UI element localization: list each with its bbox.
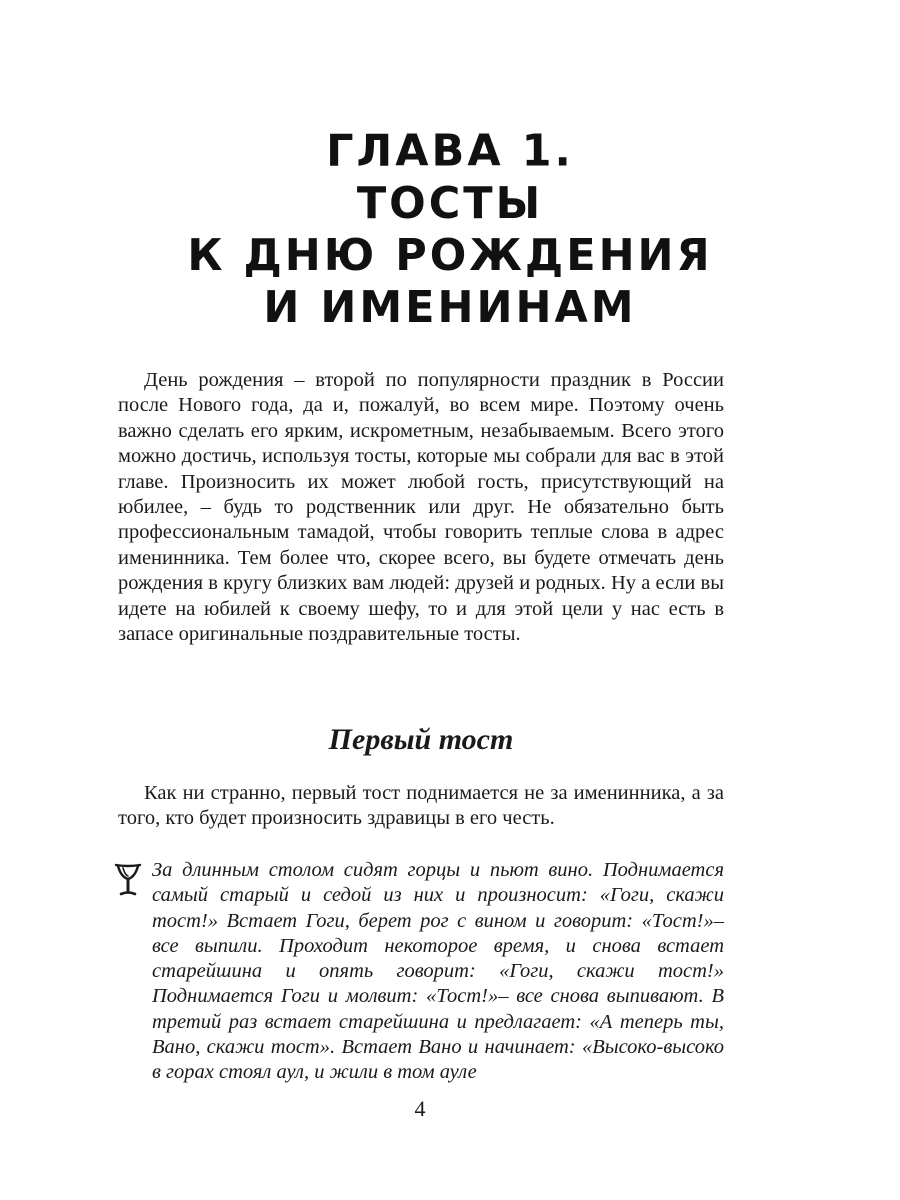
page-number: 4 [414,1096,426,1121]
chapter-title-line-4: И ИМЕНИНАМ [263,282,637,334]
toast-story-text: За длинным столом сидят горцы и пьют вино. Поднимается самый старый и седой из них и произносит: «Гоги, скажи тост!» Встает Гоги, берет рог с вином и говорит: «Тост!»– все выпили. Проходит некоторое время, и снова встает старейшина и опять говорит: «Гоги, скажи тост!» Поднимается Гоги и молвит: «Тост!»– все снова выпивают. В третий раз встает старейшина и предлагает: «А теперь ты, Вано, скажи тост». Встает Вано и начинает: «Высоко-высоко в горах стоял аул, и жили в том ауле [152,859,724,1084]
intro-paragraph: День рождения – второй по популярности праздник в России после Нового года, да и, пожалуй, во всем мире. Поэтому очень важно сделать его ярким, искрометным, незабываемым. Всего этого можно достичь, используя тосты, которые мы собрали для вас в этой главе. Произносить их может любой гость, присутствующий на юбилее, – будь то родственник или друг. Не обязательно быть профессиональным тамадой, чтобы говорить теплые слова в адрес именинника. Тем более что, скорее всего, вы будете отмечать день рождения в кругу близких вам людей: друзей и родных. Ну а если вы идете на юбилей к своему шефу, то и для этой цели у нас есть в запасе оригинальные поздравительные тосты. [118,369,724,646]
section-paragraph: Как ни странно, первый тост поднимается не за именинника, а за того, кто будет произносить здравицы в его честь. [118,782,724,830]
toast-story [152,858,724,1086]
chapter-title-line-3: К ДНЮ РОЖДЕНИЯ [187,230,713,281]
chapter-title [120,126,780,334]
goblet-icon [113,862,143,898]
intro-block [118,368,724,647]
section-block [118,781,724,832]
section-heading: Первый тост [328,723,514,756]
chapter-title-line-1: ГЛАВА 1. [326,125,574,177]
chapter-title-line-2: ТОСТЫ [356,177,544,229]
